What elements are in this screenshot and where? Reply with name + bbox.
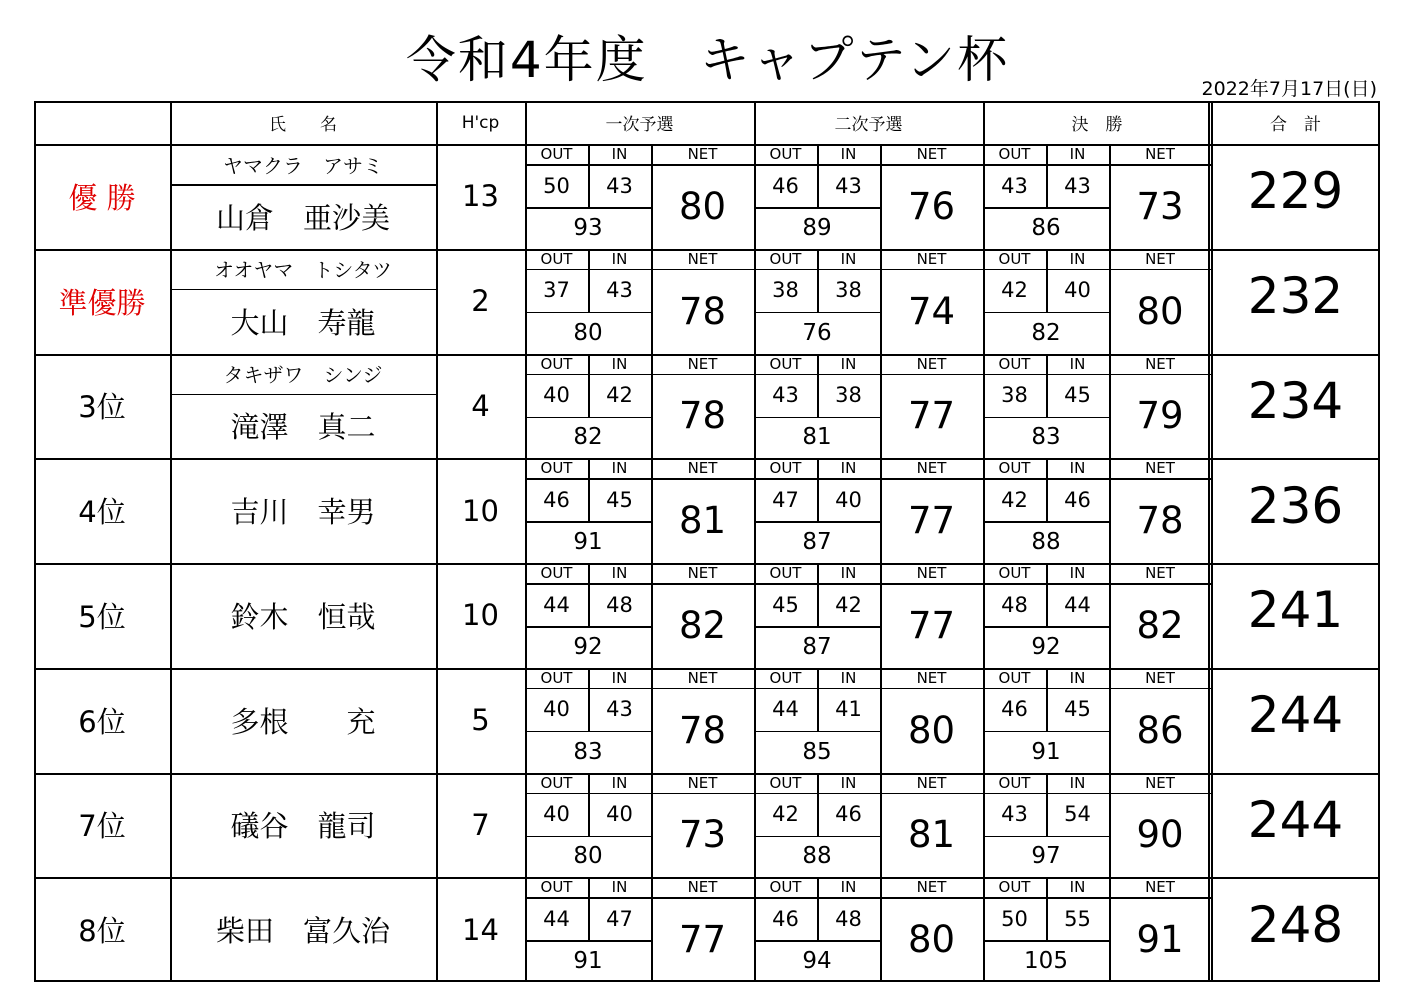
- gross-score: 81: [802, 424, 832, 451]
- header-final: 決 勝: [1071, 115, 1123, 135]
- net-score: 73: [1136, 184, 1184, 228]
- total-score: 236: [1247, 476, 1344, 535]
- gross-score: 91: [1031, 738, 1061, 765]
- net-label: NET: [687, 249, 718, 268]
- out-score: 43: [1001, 802, 1028, 826]
- net-label: NET: [1145, 249, 1175, 268]
- out-score: 46: [772, 906, 799, 931]
- rank-label: 5位: [78, 599, 126, 634]
- rank-label: 4位: [78, 495, 126, 530]
- net-score: 78: [678, 394, 727, 438]
- hcp-value: 10: [462, 493, 499, 528]
- in-label: IN: [840, 354, 857, 373]
- out-score: 44: [543, 906, 570, 931]
- in-score: 54: [1064, 802, 1091, 826]
- out-score: 44: [543, 592, 570, 617]
- out-score: 43: [772, 383, 799, 407]
- gross-score: 97: [1031, 843, 1061, 870]
- net-score: 90: [1136, 813, 1184, 857]
- name-kana: ヤマクラ アサミ: [223, 153, 383, 178]
- in-score: 48: [835, 906, 862, 931]
- net-label: NET: [916, 354, 947, 373]
- player-name: 多根 充: [230, 704, 376, 739]
- in-label: IN: [611, 878, 628, 897]
- net-score: 81: [907, 813, 956, 857]
- out-score: 44: [772, 697, 799, 722]
- net-score: 80: [1136, 289, 1184, 333]
- net-label: NET: [687, 145, 718, 163]
- in-label: IN: [611, 459, 628, 478]
- in-label: IN: [1069, 354, 1086, 373]
- net-score: 77: [907, 394, 956, 438]
- total-score: 232: [1247, 267, 1344, 326]
- out-score: 42: [1001, 278, 1028, 303]
- rank-label: 優 勝: [68, 180, 136, 215]
- out-label: OUT: [540, 878, 573, 897]
- gross-score: 85: [802, 738, 832, 765]
- net-label: NET: [916, 773, 947, 792]
- rank-label: 3位: [78, 390, 126, 425]
- net-score: 78: [678, 289, 727, 333]
- gross-score: 91: [573, 948, 603, 975]
- hcp-value: 7: [471, 807, 490, 842]
- total-score: 241: [1247, 581, 1344, 640]
- net-score: 77: [907, 499, 956, 543]
- in-score: 38: [835, 383, 862, 407]
- out-label: OUT: [769, 145, 802, 163]
- total-score: 229: [1247, 162, 1344, 221]
- out-label: OUT: [540, 564, 573, 582]
- in-label: IN: [611, 145, 628, 163]
- out-label: OUT: [769, 354, 802, 373]
- out-label: OUT: [998, 773, 1031, 792]
- gross-score: 87: [802, 529, 832, 556]
- in-score: 43: [606, 278, 633, 303]
- net-score: 86: [1136, 708, 1184, 752]
- in-score: 40: [606, 802, 633, 826]
- in-score: 43: [1064, 173, 1091, 198]
- net-label: NET: [916, 249, 947, 268]
- net-label: NET: [1145, 878, 1175, 897]
- rank-label: 7位: [78, 809, 126, 844]
- in-score: 47: [606, 906, 633, 931]
- net-label: NET: [1145, 564, 1175, 582]
- out-label: OUT: [540, 668, 573, 687]
- in-label: IN: [840, 668, 857, 687]
- gross-score: 82: [1031, 319, 1061, 346]
- in-score: 38: [835, 278, 862, 303]
- net-label: NET: [1145, 773, 1175, 792]
- net-score: 82: [1136, 603, 1184, 647]
- net-label: NET: [916, 564, 947, 582]
- name-kana: タキザワ シンジ: [223, 363, 383, 387]
- in-score: 55: [1064, 906, 1091, 931]
- in-score: 45: [1064, 383, 1091, 407]
- results-table: [34, 101, 1380, 982]
- player-name: 滝澤 真二: [230, 410, 376, 445]
- out-score: 40: [543, 383, 570, 407]
- header-hcp: H'cp: [461, 112, 500, 133]
- in-score: 42: [606, 383, 633, 407]
- net-score: 77: [907, 603, 956, 647]
- net-label: NET: [687, 459, 718, 478]
- net-score: 78: [1136, 499, 1184, 543]
- net-label: NET: [687, 773, 718, 792]
- net-label: NET: [687, 354, 718, 373]
- total-score: 244: [1247, 790, 1344, 849]
- total-score: 248: [1247, 895, 1344, 954]
- out-score: 50: [1001, 906, 1028, 931]
- out-label: OUT: [769, 668, 802, 687]
- in-label: IN: [611, 354, 628, 373]
- net-label: NET: [687, 668, 718, 687]
- net-label: NET: [916, 459, 947, 478]
- net-score: 76: [907, 184, 956, 228]
- gross-score: 82: [573, 424, 603, 451]
- out-label: OUT: [769, 773, 802, 792]
- in-label: IN: [840, 773, 857, 792]
- header-round2: 二次予選: [834, 115, 903, 135]
- net-score: 80: [678, 184, 727, 228]
- in-score: 42: [835, 592, 862, 617]
- player-name: 山倉 亜沙美: [215, 200, 390, 235]
- out-score: 50: [543, 173, 570, 198]
- out-score: 45: [772, 592, 799, 617]
- out-score: 37: [543, 278, 570, 303]
- in-score: 48: [606, 592, 633, 617]
- gross-score: 88: [1031, 529, 1061, 556]
- rank-label: 8位: [78, 914, 126, 949]
- in-score: 45: [606, 487, 633, 512]
- in-label: IN: [1069, 249, 1086, 268]
- hcp-value: 10: [462, 598, 499, 633]
- net-label: NET: [916, 145, 947, 163]
- gross-score: 91: [573, 529, 603, 556]
- out-score: 43: [1001, 173, 1028, 198]
- in-score: 46: [835, 802, 862, 826]
- hcp-value: 2: [471, 284, 490, 319]
- header-name: 氏 名: [269, 115, 337, 135]
- in-label: IN: [1069, 459, 1086, 478]
- player-name: 礒谷 龍司: [230, 809, 376, 844]
- net-score: 78: [678, 708, 727, 752]
- out-label: OUT: [998, 145, 1031, 163]
- in-score: 43: [606, 173, 633, 198]
- name-kana: オオヤマ トシタツ: [214, 258, 392, 283]
- net-label: NET: [916, 878, 947, 897]
- out-score: 38: [772, 278, 799, 303]
- player-name: 鈴木 恒哉: [230, 599, 376, 634]
- gross-score: 92: [1031, 633, 1061, 660]
- out-label: OUT: [998, 878, 1031, 897]
- in-score: 44: [1064, 592, 1091, 617]
- net-label: NET: [916, 668, 947, 687]
- gross-score: 76: [802, 319, 832, 346]
- player-name: 吉川 幸男: [230, 495, 376, 530]
- gross-score: 83: [1031, 424, 1061, 451]
- gross-score: 89: [802, 214, 832, 241]
- hcp-value: 14: [462, 912, 499, 947]
- gross-score: 80: [573, 843, 603, 870]
- in-score: 41: [835, 697, 862, 722]
- net-score: 82: [678, 603, 727, 647]
- hcp-value: 5: [471, 703, 490, 738]
- gross-score: 93: [573, 214, 603, 241]
- out-score: 40: [543, 697, 570, 722]
- in-label: IN: [611, 564, 628, 582]
- out-label: OUT: [540, 459, 573, 478]
- in-label: IN: [1069, 773, 1086, 792]
- out-score: 40: [543, 802, 570, 826]
- out-label: OUT: [769, 878, 802, 897]
- total-score: 244: [1247, 686, 1344, 745]
- net-label: NET: [687, 564, 718, 582]
- header-total: 合 計: [1270, 115, 1321, 135]
- event-date: 2022年7月17日(日): [1201, 78, 1377, 100]
- gross-score: 105: [1024, 948, 1068, 975]
- total-score: 234: [1247, 371, 1344, 430]
- hcp-value: 4: [471, 388, 490, 423]
- gross-score: 92: [573, 633, 603, 660]
- page-title: 令和4年度 キャプテン杯: [405, 31, 1010, 89]
- in-label: IN: [611, 773, 628, 792]
- net-label: NET: [1145, 668, 1175, 687]
- in-label: IN: [840, 564, 857, 582]
- gross-score: 94: [802, 948, 832, 975]
- player-name: 大山 寿龍: [230, 305, 376, 340]
- in-label: IN: [1069, 145, 1086, 163]
- out-label: OUT: [769, 459, 802, 478]
- net-score: 74: [907, 289, 956, 333]
- out-score: 46: [772, 173, 799, 198]
- out-label: OUT: [540, 249, 573, 268]
- out-label: OUT: [998, 564, 1031, 582]
- in-score: 46: [1064, 487, 1091, 512]
- header-round1: 一次予選: [605, 115, 674, 135]
- net-label: NET: [1145, 459, 1175, 478]
- in-label: IN: [840, 878, 857, 897]
- in-label: IN: [611, 668, 628, 687]
- in-label: IN: [840, 249, 857, 268]
- out-label: OUT: [769, 249, 802, 268]
- out-label: OUT: [540, 773, 573, 792]
- hcp-value: 13: [462, 179, 499, 214]
- rank-label: 6位: [78, 704, 126, 739]
- out-label: OUT: [540, 354, 573, 373]
- net-score: 79: [1136, 394, 1184, 438]
- gross-score: 88: [802, 843, 832, 870]
- in-score: 43: [835, 173, 862, 198]
- in-label: IN: [1069, 878, 1086, 897]
- out-score: 48: [1001, 592, 1028, 617]
- net-score: 91: [1136, 918, 1184, 962]
- net-label: NET: [687, 878, 718, 897]
- out-label: OUT: [998, 668, 1031, 687]
- out-label: OUT: [998, 249, 1031, 268]
- gross-score: 83: [573, 738, 603, 765]
- out-label: OUT: [998, 354, 1031, 373]
- player-name: 柴田 富久治: [215, 914, 390, 949]
- net-score: 80: [907, 918, 956, 962]
- in-score: 40: [1064, 278, 1091, 303]
- net-label: NET: [1145, 145, 1175, 163]
- out-label: OUT: [769, 564, 802, 582]
- rank-label: 準優勝: [58, 285, 146, 320]
- gross-score: 87: [802, 633, 832, 660]
- in-score: 43: [606, 697, 633, 722]
- net-score: 73: [678, 813, 727, 857]
- in-label: IN: [840, 145, 857, 163]
- in-label: IN: [840, 459, 857, 478]
- net-score: 81: [678, 499, 727, 543]
- out-score: 47: [772, 487, 799, 512]
- net-score: 77: [678, 918, 727, 962]
- out-score: 42: [772, 802, 799, 826]
- gross-score: 80: [573, 319, 603, 346]
- in-score: 40: [835, 487, 862, 512]
- in-score: 45: [1064, 697, 1091, 722]
- out-score: 46: [1001, 697, 1028, 722]
- net-label: NET: [1145, 354, 1175, 373]
- in-label: IN: [611, 249, 628, 268]
- in-label: IN: [1069, 564, 1086, 582]
- out-label: OUT: [998, 459, 1031, 478]
- out-score: 38: [1001, 383, 1028, 407]
- out-score: 42: [1001, 487, 1028, 512]
- out-label: OUT: [540, 145, 573, 163]
- in-label: IN: [1069, 668, 1086, 687]
- out-score: 46: [543, 487, 570, 512]
- net-score: 80: [907, 708, 956, 752]
- gross-score: 86: [1031, 214, 1061, 241]
